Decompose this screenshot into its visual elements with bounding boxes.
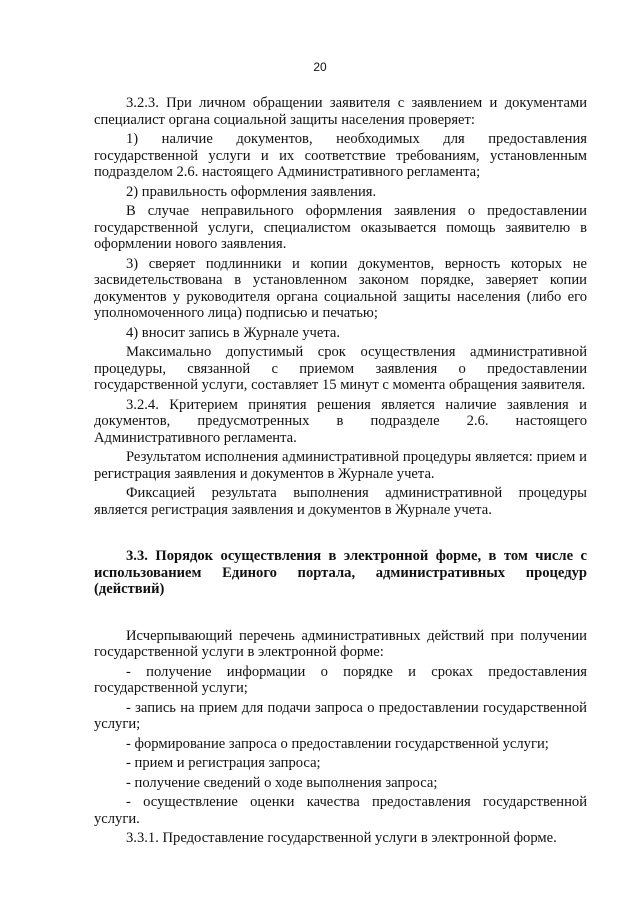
paragraph-3-2-4: 3.2.4. Критерием принятия решения является наличие заявления и документов, предусмотренных в подразделе 2.6. настоящего Административного регламента. — [94, 396, 587, 446]
check-item-3: 3) сверяет подлинники и копии документов, верность которых не засвидетельствована в установленном законом порядке, заверяет копии документов у руководителя органа социальной защиты населения (либо его уполномоченного лица) подписью и печатью; — [94, 255, 587, 321]
action-item-3: - формирование запроса о предоставлении государственной услуги; — [126, 735, 549, 752]
paragraph-3-2-3: 3.2.3. При личном обращении заявителя с заявлением и документами специалист органа социальной защиты населения проверяет: — [94, 95, 587, 128]
paragraph-3-3-1: 3.3.1. Предоставление государственной услуги в электронной форме. — [126, 830, 557, 846]
paragraph-result: Результатом исполнения административной процедуры является: прием и регистрация заявления и документов в Журнале учета. — [94, 449, 587, 482]
action-item-5: - получение сведений о ходе выполнения запроса; — [126, 774, 438, 791]
page-number: 20 — [313, 60, 327, 74]
paragraph-list-intro: Исчерпывающий перечень административных действий при получении государственной услуги в электронной форме: — [94, 627, 587, 660]
check-item-2: 2) правильность оформления заявления. — [126, 183, 377, 200]
paragraph-incorrect-form: В случае неправильного оформления заявления о предоставлении государственной услуги, специалистом оказывается помощь заявителю в оформлении нового заявления. — [94, 203, 587, 252]
paragraph-max-time: Максимально допустимый срок осуществления административной процедуры, связанной с приемом заявления о предоставлении государственной услуги, составляет 15 минут с момента обращения заявителя. — [94, 344, 587, 393]
check-item-4: 4) вносит запись в Журнале учета. — [126, 324, 341, 341]
action-item-1: - получение информации о порядке и сроках предоставления государственной услуги; — [94, 663, 587, 696]
action-item-4: - прием и регистрация запроса; — [126, 755, 321, 771]
action-item-6: - осуществление оценки качества предоставления государственной услуги. — [94, 794, 587, 827]
section-heading-3-3: 3.3. Порядок осуществления в электронной форме, в том числе с использованием Единого портала, административных процедур (действий) — [94, 548, 587, 597]
paragraph-fixation: Фиксацией результата выполнения административной процедуры является регистрация заявления и документов в Журнале учета. — [94, 485, 587, 518]
document-body — [94, 95, 587, 847]
check-item-1: 1) наличие документов, необходимых для предоставления государственной услуги и их соответствие требованиям, установленным подразделом 2.6. настоящего Административного регламента; — [94, 131, 587, 180]
action-item-2: - запись на прием для подачи запроса о предоставлении государственной услуги; — [94, 699, 587, 732]
